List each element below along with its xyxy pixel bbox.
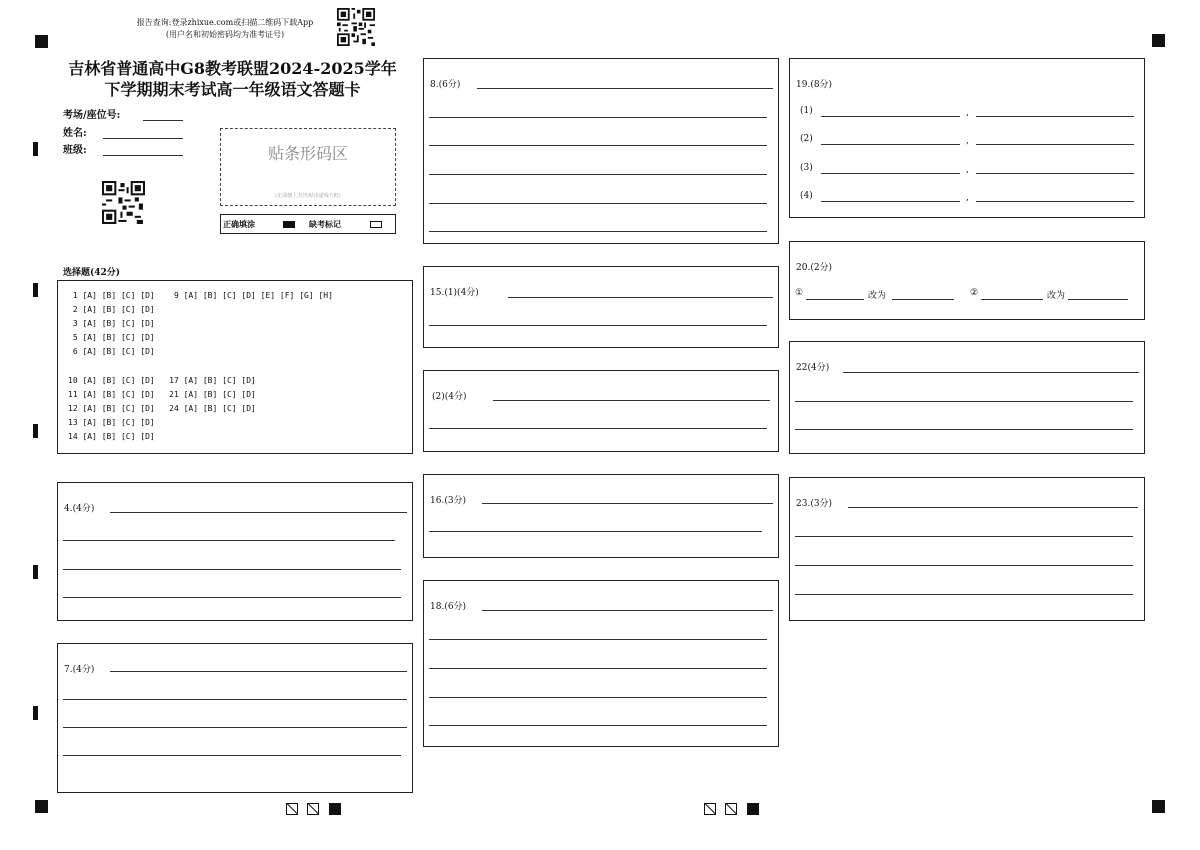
answer-line[interactable] [110, 512, 407, 513]
choice-row[interactable]: 13 [A] [B] [C] [D] [68, 418, 155, 427]
exam-title-line2: 下学期期末考试高一年级语文答题卡 [104, 80, 361, 99]
answer-line[interactable] [429, 697, 767, 698]
answer-line[interactable] [976, 144, 1134, 145]
answer-line[interactable] [429, 531, 762, 532]
question-7-label: 7.(4分) [64, 665, 95, 675]
timing-mark [33, 565, 38, 579]
question-15-1-box [423, 266, 779, 348]
choice-row[interactable]: 6 [A] [B] [C] [D] [68, 347, 155, 356]
answer-line[interactable] [843, 372, 1139, 373]
qr-code-icon [337, 8, 375, 46]
answer-line[interactable] [429, 725, 767, 726]
answer-line[interactable] [63, 699, 407, 700]
answer-line[interactable] [63, 569, 401, 570]
answer-line[interactable] [821, 144, 960, 145]
question-23-box [789, 477, 1145, 621]
answer-line[interactable] [892, 299, 954, 300]
choice-row[interactable]: 10 [A] [B] [C] [D] 17 [A] [B] [C] [D] [68, 376, 256, 385]
answer-line[interactable] [493, 400, 770, 401]
question-8-box [423, 58, 779, 244]
answer-line[interactable] [63, 755, 401, 756]
question-8-label: 8.(6分) [430, 80, 461, 90]
answer-line[interactable] [1068, 299, 1128, 300]
barcode-area-title: 贴条形码区 [267, 144, 348, 163]
choice-row[interactable]: 5 [A] [B] [C] [D] [68, 333, 155, 342]
answer-line[interactable] [981, 299, 1043, 300]
answer-line[interactable] [63, 540, 395, 541]
answer-line[interactable] [821, 173, 960, 174]
question-20-mark-2: ② [970, 288, 979, 298]
exam-title-line1: 吉林省普通高中G8教考联盟2024-2025学年 [68, 59, 397, 78]
choice-row[interactable]: 1 [A] [B] [C] [D] 9 [A] [B] [C] [D] [E] [F] [G] [H] [68, 291, 333, 300]
answer-line[interactable] [429, 231, 767, 232]
answer-line[interactable] [508, 297, 773, 298]
correct-fill-label: 正确填涂 [223, 219, 255, 229]
question-15-2-label: (2)(4分) [432, 392, 467, 402]
page-mark-filled [329, 803, 341, 815]
choice-section-box [57, 280, 413, 454]
page-mark-filled [747, 803, 759, 815]
registration-mark-top-right [1152, 34, 1165, 47]
question-15-2-box [423, 370, 779, 452]
answer-line[interactable] [429, 325, 767, 326]
choice-section-title: 选择题(42分) [63, 268, 121, 278]
answer-line[interactable] [806, 299, 864, 300]
answer-line[interactable] [63, 597, 401, 598]
question-20-change-label: 改为 [868, 291, 887, 301]
answer-line[interactable] [795, 429, 1133, 430]
timing-mark [33, 283, 38, 297]
room-seat-field[interactable] [143, 120, 183, 121]
report-notice [100, 17, 350, 41]
choice-row[interactable]: 11 [A] [B] [C] [D] 21 [A] [B] [C] [D] [68, 390, 256, 399]
student-qr-code-icon [102, 181, 145, 224]
answer-line[interactable] [477, 88, 773, 89]
question-20-label: 20.(2分) [796, 263, 833, 273]
comma: , [966, 193, 969, 203]
answer-line[interactable] [821, 116, 960, 117]
answer-line[interactable] [429, 428, 767, 429]
timing-mark [33, 424, 38, 438]
page-mark-hatched [286, 803, 298, 815]
answer-line[interactable] [63, 727, 407, 728]
page-mark-hatched [725, 803, 737, 815]
comma: , [966, 136, 969, 146]
class-field[interactable] [103, 155, 183, 156]
report-notice-line2: (用户名和初始密码均为准考证号) [165, 30, 285, 39]
name-label: 姓名: [63, 128, 87, 139]
page-mark-hatched [307, 803, 319, 815]
choice-row[interactable]: 2 [A] [B] [C] [D] [68, 305, 155, 314]
answer-line[interactable] [482, 610, 773, 611]
choice-row[interactable]: 14 [A] [B] [C] [D] [68, 432, 155, 441]
answer-line[interactable] [482, 503, 773, 504]
question-19-label: 19.(8分) [796, 80, 833, 90]
question-19-item-label: (4) [800, 191, 813, 201]
question-20-mark-1: ① [795, 288, 804, 298]
question-4-label: 4.(4分) [64, 504, 95, 514]
question-7-box [57, 643, 413, 793]
question-19-item-label: (1) [800, 106, 813, 116]
choice-row[interactable]: 3 [A] [B] [C] [D] [68, 319, 155, 328]
answer-line[interactable] [795, 536, 1133, 537]
question-18-box [423, 580, 779, 747]
question-16-box [423, 474, 779, 558]
question-20-box [789, 241, 1145, 320]
fill-legend [220, 214, 396, 234]
answer-line[interactable] [795, 594, 1133, 595]
question-16-label: 16.(3分) [430, 496, 467, 506]
answer-line[interactable] [429, 145, 767, 146]
answer-line[interactable] [976, 116, 1134, 117]
registration-mark-bottom-right [1152, 800, 1165, 813]
absent-mark-checkbox[interactable] [370, 221, 382, 228]
class-label: 班级: [63, 145, 87, 156]
barcode-area [220, 128, 396, 206]
answer-line[interactable] [429, 203, 767, 204]
question-22-box [789, 341, 1145, 454]
answer-line[interactable] [821, 201, 960, 202]
question-4-box [57, 482, 413, 621]
answer-line[interactable] [795, 401, 1133, 402]
question-20-change-label: 改为 [1047, 291, 1066, 301]
name-field[interactable] [103, 138, 183, 139]
answer-line[interactable] [429, 639, 767, 640]
answer-line[interactable] [429, 117, 767, 118]
answer-line[interactable] [848, 507, 1138, 508]
timing-mark [33, 706, 38, 720]
comma: , [966, 108, 969, 118]
answer-line[interactable] [976, 201, 1134, 202]
exam-title [60, 58, 405, 100]
question-22-label: 22(4分) [796, 363, 830, 373]
answer-line[interactable] [429, 668, 767, 669]
timing-mark [33, 142, 38, 156]
page-mark-hatched [704, 803, 716, 815]
report-notice-line1: 报告查询:登录zhixue.com或扫描二维码下载App [136, 18, 314, 27]
question-19-item-label: (3) [800, 163, 813, 173]
registration-mark-bottom-left [35, 800, 48, 813]
registration-mark-top-left [35, 35, 48, 48]
correct-fill-sample [283, 221, 295, 228]
question-19-box [789, 58, 1145, 218]
question-23-label: 23.(3分) [796, 499, 833, 509]
absent-mark-label: 缺考标记 [309, 219, 341, 229]
comma: , [966, 165, 969, 175]
room-seat-label: 考场/座位号: [63, 110, 121, 121]
answer-line[interactable] [429, 174, 767, 175]
answer-line[interactable] [795, 565, 1133, 566]
question-15-1-label: 15.(1)(4分) [430, 288, 479, 298]
answer-line[interactable] [976, 173, 1134, 174]
question-18-label: 18.(6分) [430, 602, 467, 612]
choice-row[interactable]: 12 [A] [B] [C] [D] 24 [A] [B] [C] [D] [68, 404, 256, 413]
answer-line[interactable] [110, 671, 407, 672]
barcode-area-note: (正面朝上,切勿贴出虚线方框) [275, 193, 341, 199]
question-19-item-label: (2) [800, 134, 813, 144]
